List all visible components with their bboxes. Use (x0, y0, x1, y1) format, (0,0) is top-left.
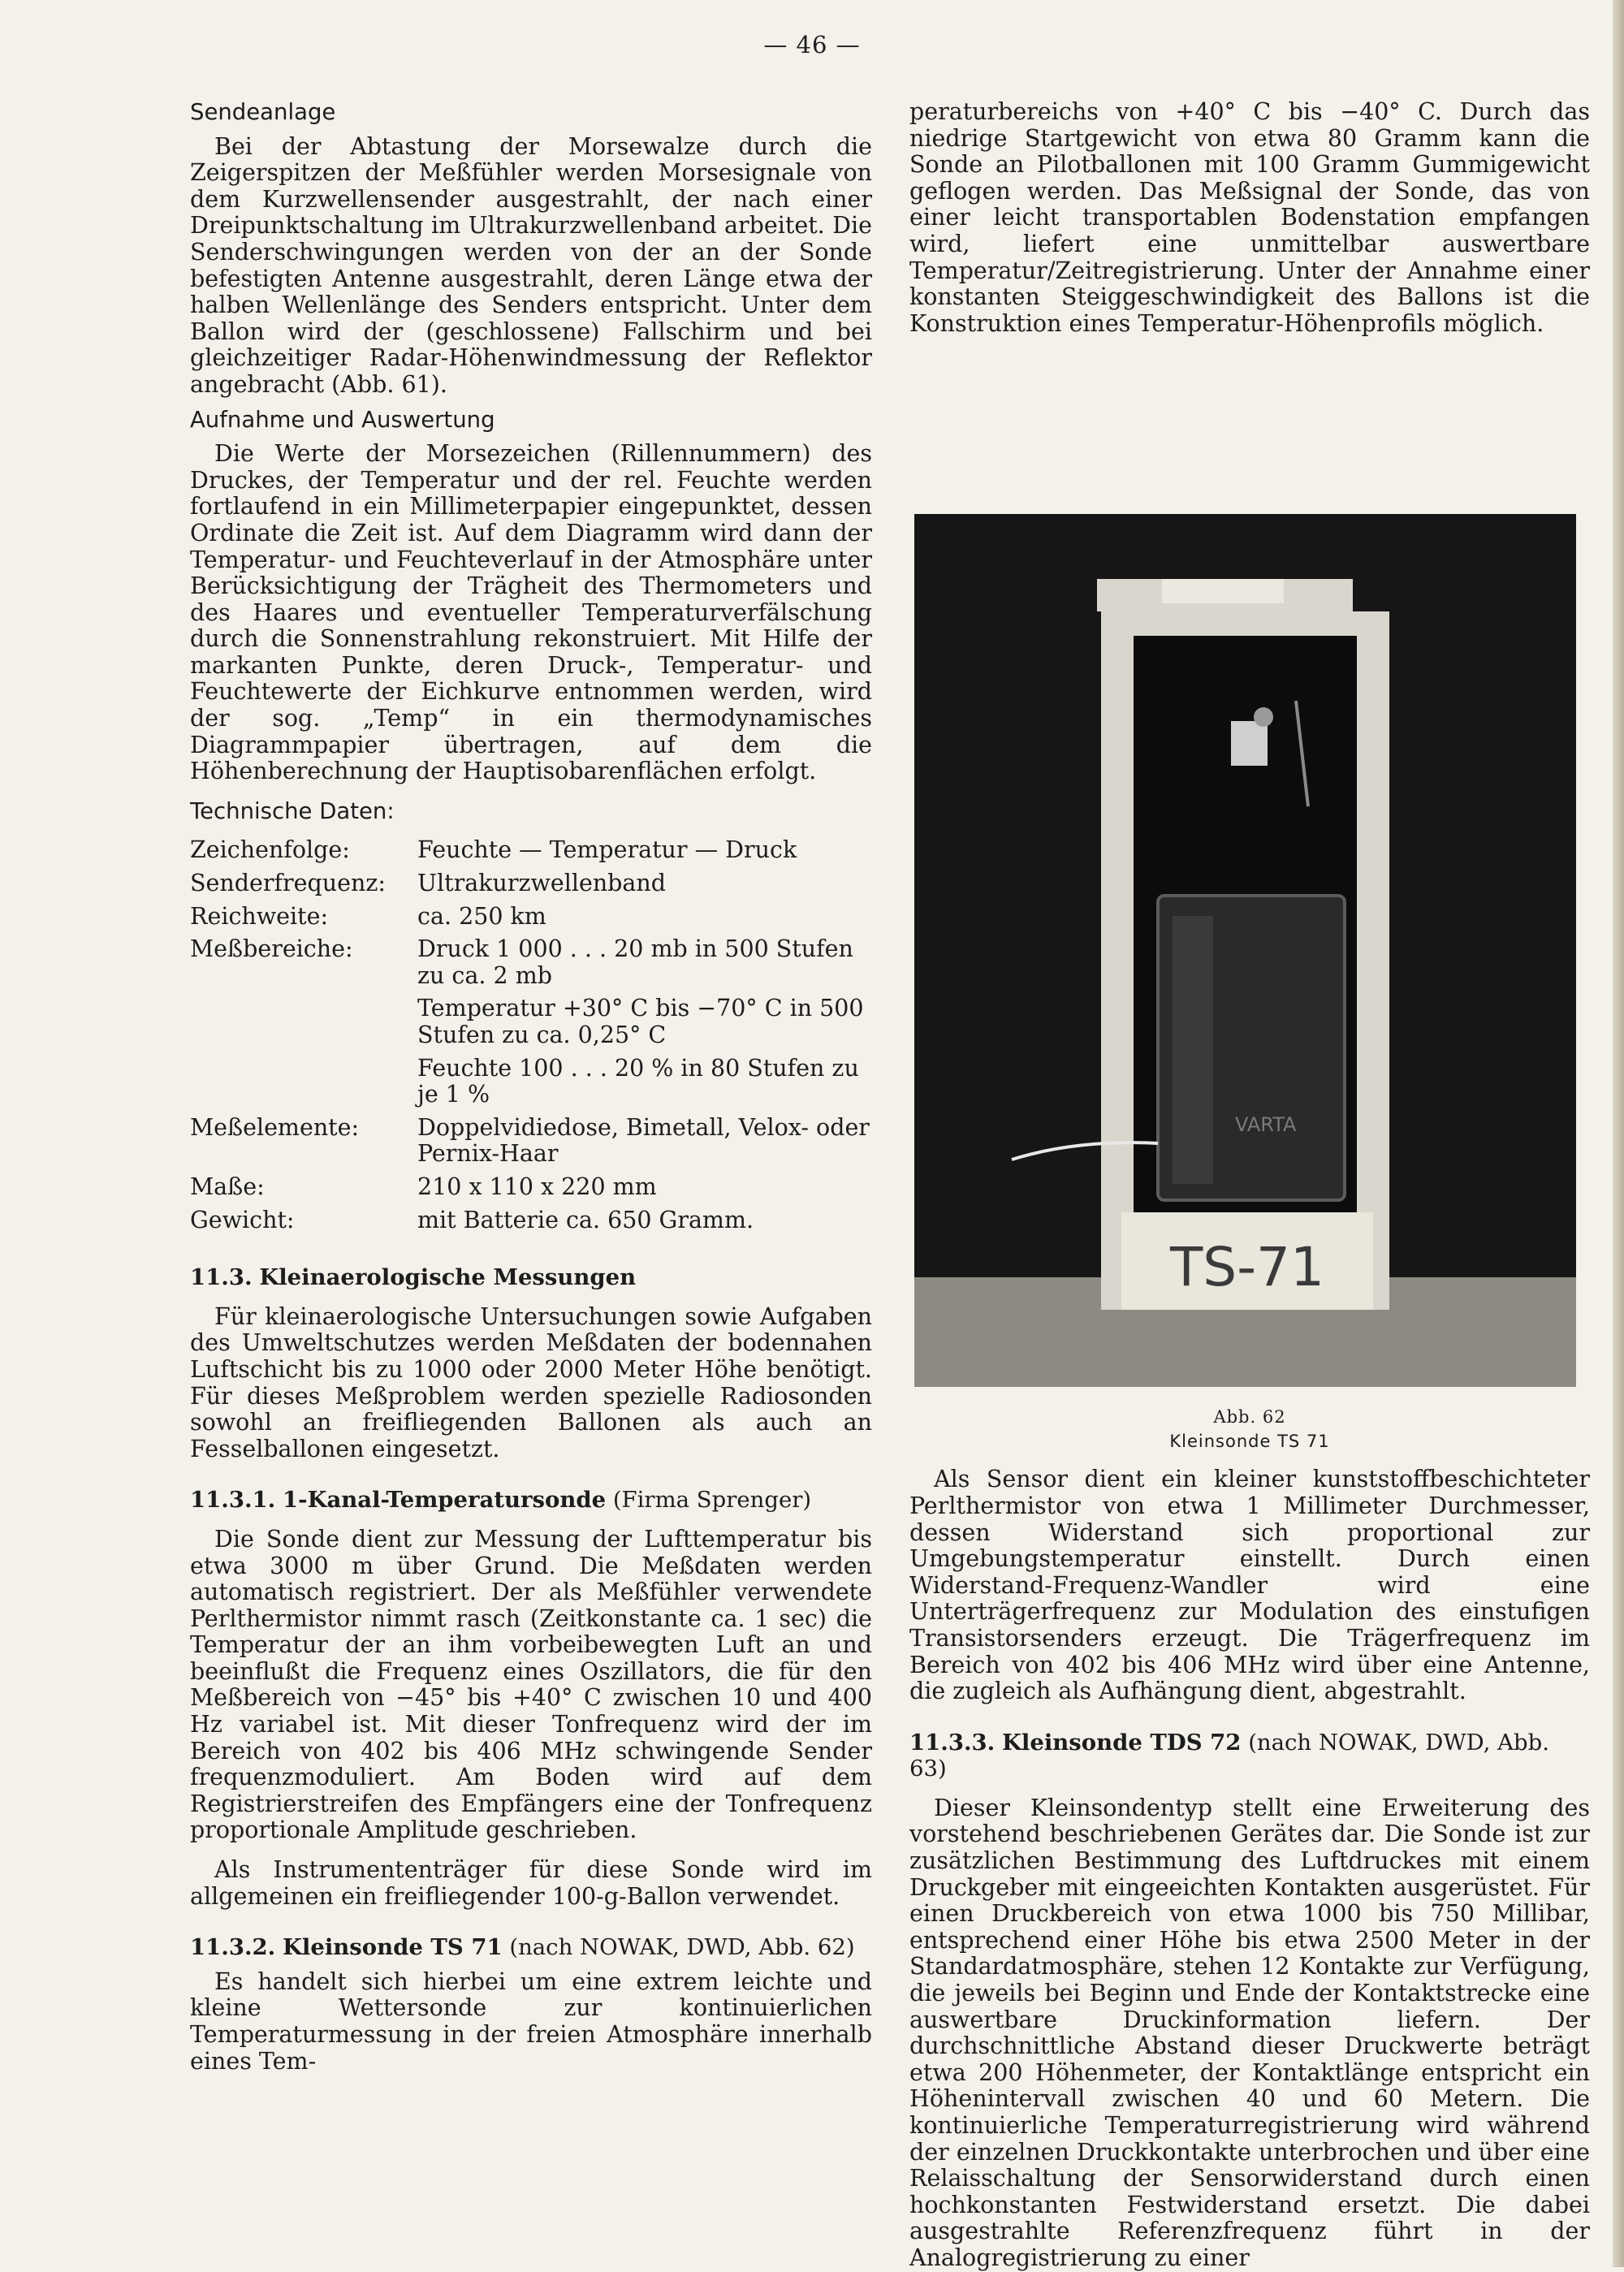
heading-11-3-3-suffix: (nach NOWAK, DWD, Abb. 63) (909, 1729, 1549, 1782)
paragraph-11-3-2: Es handelt sich hierbei um eine extrem leichte und kleine Wettersonde zur kontinuierlichen Temperaturmessung in der freien Atmosphäre innerhalb eines Tem- (190, 1967, 872, 2075)
spec-row (190, 837, 872, 870)
heading-sendeanlage: Sendeanlage (190, 99, 336, 125)
spec-value: Feuchte — Temperatur — Druck (417, 836, 797, 864)
spec-key: Maße: (190, 1173, 265, 1200)
heading-11-3-2-title: Kleinsonde TS 71 (283, 1934, 503, 1961)
heading-11-3-number: 11.3. (190, 1264, 253, 1291)
right-column (909, 99, 1590, 2272)
spec-value: mit Batterie ca. 650 Gramm. (417, 1206, 754, 1233)
spec-value (417, 936, 872, 1115)
left-column (190, 99, 872, 2075)
spec-value: Doppelvidiedose, Bimetall, Velox- oder Pernix-Haar (417, 1113, 870, 1168)
figure-caption (909, 1405, 1590, 1453)
paragraph-sensor: Als Sensor dient ein kleiner kunststoffbeschichteter Perlthermistor von etwa 1 Millimeter Durchmesser, dessen Widerstand sich proportional zur Umgebungstemperatur einstellt. Durch einen Widerstand-Frequenz-Wandler wird eine Unterträgerfrequenz zur Modulation des einstufigen Transistorsenders erzeugt. Die Trägerfrequenz im Bereich von 402 bis 406 MHz wird über eine Antenne, die zugleich als Aufhängung dient, abgestrahlt. (909, 1466, 1590, 1705)
paragraph-aufnahme: Die Werte der Morsezeichen (Rillennummern) des Druckes, der Temperatur und der rel. Feuchte werden fortlaufend in ein Millimeterpapier eingepunktet, dessen Ordinate die Zeit ist. Auf dem Diagramm wird dann der Temperatur- und Feuchteverlauf in der Atmosphäre unter Berücksichtigung der Trägheit des Thermometers und des Haares und eventueller Temperaturverfälschung durch die Sonnenstrahlung rekonstruiert. Mit Hilfe der markanten Punkte, deren Druck-, Temperatur- und Feuchtewerte der Eichkurve entnommen werden, wird der sog. „Temp“ in ein thermodynamisches Diagrammpapier übertragen, auf dem die Höhenberechnung der Hauptisobarenflächen erfolgt. (190, 440, 872, 785)
heading-11-3-1-suffix: (Firma Sprenger) (612, 1487, 812, 1514)
photo-kleinsonde-ts71 (914, 514, 1576, 1387)
heading-11-3-1-title: 1-Kanal-Temperatursonde (283, 1487, 607, 1514)
heading-11-3-3-number: 11.3.3. (909, 1729, 996, 1756)
caption-figure-title: Kleinsonde TS 71 (1169, 1432, 1330, 1452)
caption-figure-number: Abb. 62 (1213, 1407, 1286, 1428)
photo-illustration (914, 514, 1576, 1387)
paragraph-11-3-1-a: Die Sonde dient zur Messung der Lufttemperatur bis etwa 3000 m über Grund. Die Meßdaten werden automatisch registriert. Der als Meßfühler verwendete Perlthermistor nimmt rasch (Zeitkonstante ca. 1 sec) die Temperatur der an ihm vorbeibewegten Luft an und beeinflußt die Frequenz eines Oszillators, die für den Meßbereich von −45° bis +40° C zwischen 10 und 400 Hz variabel ist. Mit dieser Tonfrequenz wird der im Bereich von 402 bis 406 MHz schwingende Sender frequenzmoduliert. Am Boden wird auf dem Registrierstreifen des Empfängers eine der Tonfrequenz proportionale Amplitude geschrieben. (190, 1525, 872, 1844)
heading-11-3-2-number: 11.3.2. (190, 1934, 276, 1961)
paragraph-11-3: Für kleinaerologische Untersuchungen sowie Aufgaben des Umweltschutzes werden Meßdaten der bodennahen Luftschicht bis zu 1000 oder 2000 Meter Höhe benötigt. Für dieses Meßproblem werden spezielle Radiosonden sowohl an freifliegenden Ballonen als auch an Fesselballonen eingesetzt. (190, 1302, 872, 1462)
spec-value-temperature: Temperatur +30° C bis −70° C in 500 Stufen zu ca. 0,25° C (417, 995, 864, 1048)
heading-11-3-2 (190, 1934, 872, 1961)
paragraph-11-3-3: Dieser Kleinsondentyp stellt eine Erweiterung des vorstehend beschriebenen Gerätes dar. Die Sonde ist zur zusätzlichen Bestimmung des Luftdruckes mit einem Druckgeber mit eingeeichten Kontakten ausgerüstet. Für einen Druckbereich von etwa 1000 bis 750 Millibar, entsprechend einer Höhe bis etwa 2500 Meter in der Standardatmosphäre, stehen 12 Kontakte zur Verfügung, die jeweils bei Beginn und Ende der Kontaktstrecke eine auswertbare Druckinformation liefern. Der durchschnittliche Abstand dieser Druckwerte beträgt etwa 200 Höhenmeter, der Kontaktlänge entspricht ein Höhenintervall zwischen 40 und 60 Metern. Die kontinuierliche Temperaturregistrierung wird während der einzelnen Druckkontakte unterbrochen und über eine Relaisschaltung der Sensorwiderstand durch einen hochkonstanten Festwiderstand ersetzt. Die dabei ausgestrahlte Referenzfrequenz führt in der Analogregistrierung zu einer (909, 1794, 1590, 2271)
spec-key: Zeichenfolge: (190, 836, 350, 864)
spec-value: ca. 250 km (417, 902, 546, 930)
paragraph-11-3-1-b: Als Instrumententräger für diese Sonde wird im allgemeinen ein freifliegender 100-g-Ballon verwendet. (190, 1856, 872, 1910)
paragraph-sendeanlage: Bei der Abtastung der Morsewalze durch die Zeigerspitzen der Meßfühler werden Morsesignale von dem Kurzwellensender ausgestrahlt, der nach einer Dreipunktschaltung im Ultrakurzwellenband arbeitet. Die Senderschwingungen werden von der an der Sonde befestigten Antenne ausgestrahlt, deren Länge etwa der halben Wellenlänge des Senders entspricht. Unter dem Ballon wird der (geschlossene) Fallschirm und bei gleichzeitiger Radar-Höhenwindmessung der Reflektor angebracht (Abb. 61). (190, 132, 872, 398)
heading-11-3-2-suffix: (nach NOWAK, DWD, Abb. 62) (509, 1934, 855, 1961)
heading-11-3 (190, 1264, 872, 1291)
spec-row (190, 1115, 872, 1174)
spec-key: Meßbereiche: (190, 935, 353, 963)
heading-11-3-3-title: Kleinsonde TDS 72 (1002, 1729, 1242, 1756)
spec-key: Senderfrequenz: (190, 870, 386, 897)
paragraph-continuation: peraturbereichs von +40° C bis −40° C. Durch das niedrige Startgewicht von etwa 80 Gramm kann die Sonde an Pilotballonen mit 100 Gramm Gummigewicht geflogen werden. Das Meßsignal der Sonde, das von einer leicht transportablen Bodenstation empfangen wird, liefert eine unmittelbar auswertbare Temperatur/Zeitregistrierung. Unter der Annahme einer konstanten Steiggeschwindigkeit des Ballons ist die Konstruktion eines Temperatur-Höhenprofils möglich. (909, 98, 1590, 337)
technische-daten-label: Technische Daten: (190, 797, 395, 824)
spec-key: Gewicht: (190, 1206, 295, 1233)
spec-key: Meßelemente: (190, 1113, 360, 1141)
spec-row (190, 870, 872, 904)
heading-11-3-3 (909, 1730, 1590, 1782)
page-edge-shadow (1613, 0, 1624, 2267)
spec-value: 210 x 110 x 220 mm (417, 1173, 657, 1200)
spec-row (190, 1174, 872, 1207)
heading-11-3-title: Kleinaerologische Messungen (259, 1264, 637, 1291)
heading-aufnahme: Aufnahme und Auswertung (190, 406, 495, 433)
spec-row (190, 1207, 872, 1241)
spec-row (190, 904, 872, 937)
spec-row (190, 936, 872, 1115)
spec-key: Reichweite: (190, 902, 329, 930)
spec-value-pressure: Druck 1 000 . . . 20 mb in 500 Stufen zu ca. 2 mb (417, 935, 853, 989)
spec-value: Ultrakurzwellenband (417, 870, 667, 897)
photo-label-ts71: TS-71 (1169, 1236, 1325, 1299)
heading-11-3-1 (190, 1487, 872, 1514)
heading-11-3-1-number: 11.3.1. (190, 1487, 276, 1514)
battery-label: VARTA (1235, 1113, 1297, 1137)
spec-table (190, 837, 872, 1240)
page-number: — 46 — (763, 31, 861, 58)
spec-value-humidity: Feuchte 100 . . . 20 % in 80 Stufen zu je 1 % (417, 1054, 859, 1108)
